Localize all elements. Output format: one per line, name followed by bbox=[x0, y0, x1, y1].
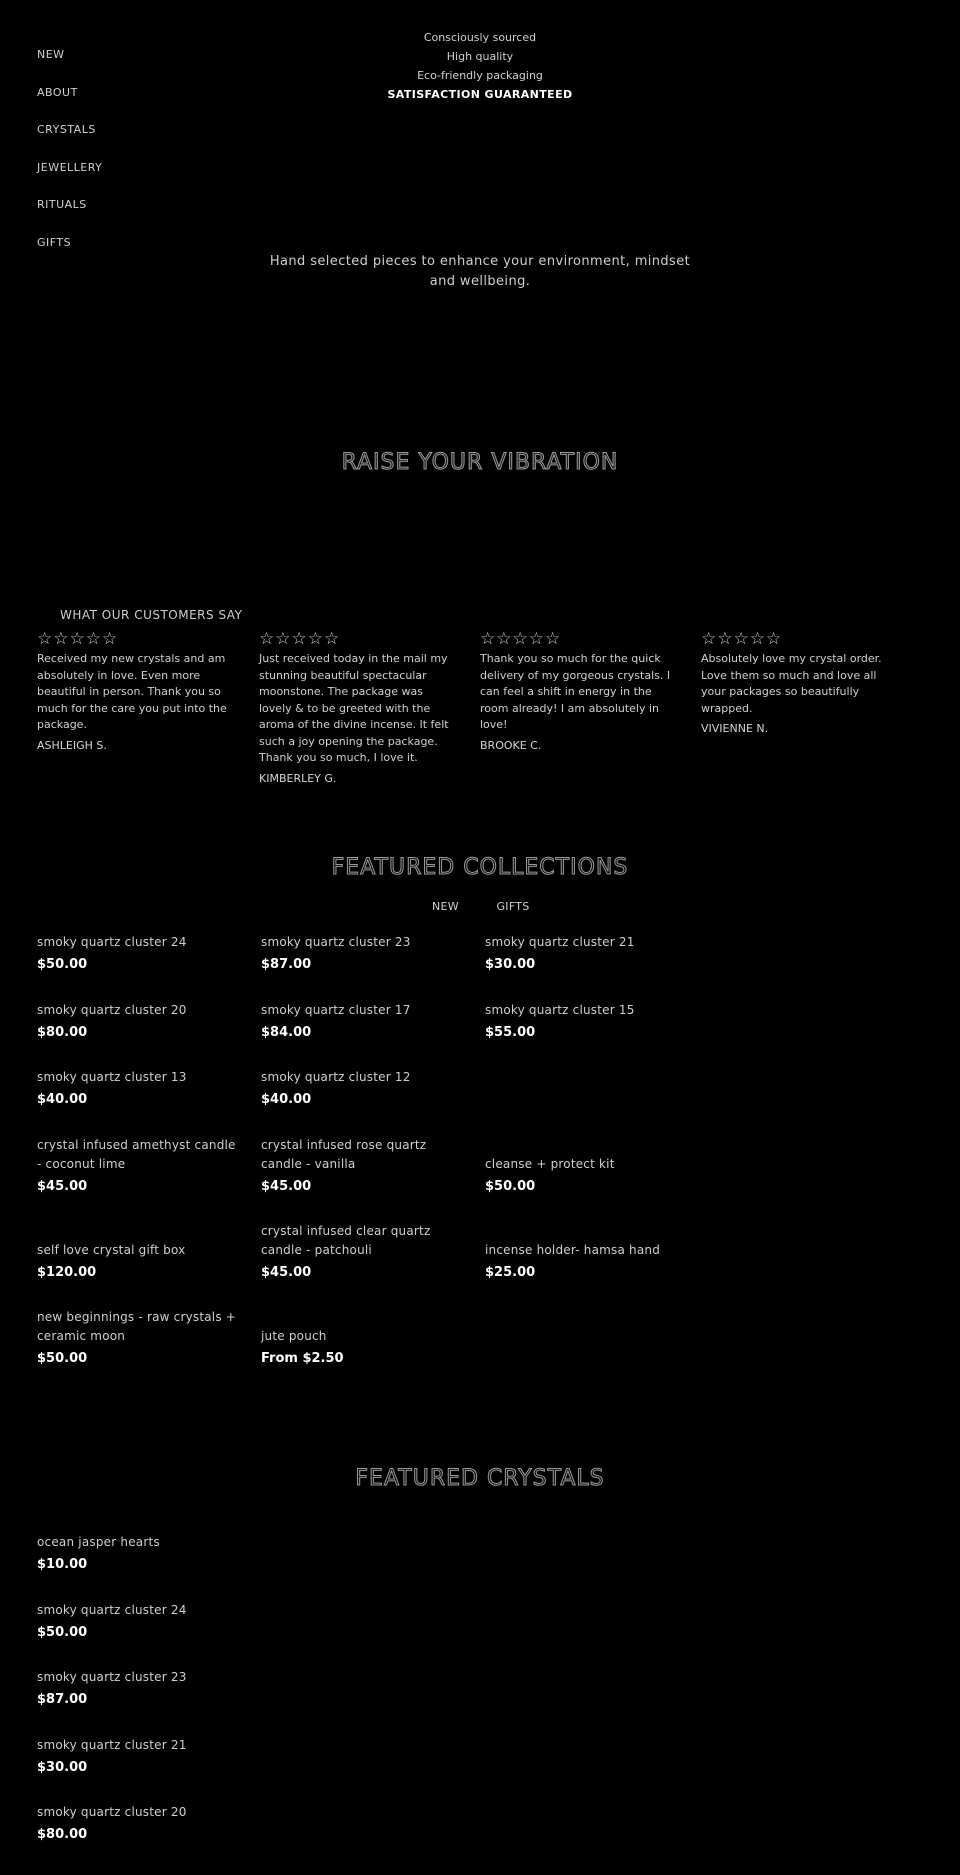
product-card[interactable] bbox=[37, 1241, 247, 1284]
product-card[interactable] bbox=[37, 1601, 247, 1644]
product-card[interactable] bbox=[261, 933, 471, 976]
product-price: $30.00 bbox=[485, 957, 536, 972]
product-card[interactable] bbox=[485, 1001, 695, 1044]
review-card bbox=[480, 629, 678, 754]
review-card bbox=[701, 629, 899, 738]
product-name[interactable]: self love crystal gift box bbox=[37, 1243, 186, 1257]
product-name[interactable]: new beginnings - raw crystals + ceramic moon bbox=[37, 1310, 237, 1343]
product-card[interactable] bbox=[485, 933, 695, 976]
announcement-guarantee: SATISFACTION GUARANTEED bbox=[387, 88, 573, 101]
crystals-title: FEATURED CRYSTALS bbox=[355, 1466, 605, 1491]
star-rating-icon: ☆☆☆☆☆ bbox=[259, 629, 341, 649]
product-price: $120.00 bbox=[37, 1265, 97, 1280]
product-name[interactable]: cleanse + protect kit bbox=[485, 1157, 615, 1171]
nav-item-jewellery[interactable]: JEWELLERY bbox=[37, 160, 103, 174]
tab-new[interactable]: NEW bbox=[432, 900, 459, 913]
product-name[interactable]: crystal infused clear quartz candle - patchouli bbox=[261, 1224, 431, 1257]
product-card[interactable] bbox=[37, 1308, 262, 1370]
review-author: KIMBERLEY G. bbox=[259, 771, 337, 785]
nav-item-gifts[interactable]: GIFTS bbox=[37, 235, 72, 249]
product-price: $87.00 bbox=[37, 1692, 88, 1707]
product-price: $84.00 bbox=[261, 1025, 312, 1040]
nav-item-crystals[interactable]: CRYSTALS bbox=[37, 123, 96, 136]
product-price: $10.00 bbox=[37, 1557, 88, 1572]
collections-title: FEATURED COLLECTIONS bbox=[331, 855, 629, 880]
product-price: $80.00 bbox=[37, 1827, 88, 1842]
product-name[interactable]: crystal infused amethyst candle - coconut lime bbox=[37, 1138, 236, 1171]
product-card[interactable] bbox=[37, 1668, 247, 1711]
review-author: VIVIENNE N. bbox=[701, 722, 769, 735]
review-card bbox=[259, 629, 457, 787]
reviews-heading: WHAT OUR CUSTOMERS SAY bbox=[60, 608, 243, 622]
product-name[interactable]: smoky quartz cluster 23 bbox=[261, 935, 411, 949]
product-name[interactable]: smoky quartz cluster 24 bbox=[37, 1603, 187, 1617]
collections-tabs bbox=[432, 900, 564, 913]
hero-title: RAISE YOUR VIBRATION bbox=[341, 450, 619, 475]
product-card[interactable] bbox=[37, 933, 247, 976]
product-name[interactable]: smoky quartz cluster 21 bbox=[485, 935, 635, 949]
product-price: $25.00 bbox=[485, 1265, 536, 1280]
product-card[interactable] bbox=[261, 1001, 471, 1044]
product-name[interactable]: smoky quartz cluster 12 bbox=[261, 1070, 411, 1084]
product-name[interactable]: smoky quartz cluster 20 bbox=[37, 1805, 187, 1819]
review-text: Received my new crystals and am absolutely in love. Even more beautiful in person. Thank you so much for the care you put into the package. bbox=[37, 652, 227, 731]
product-price: From $2.50 bbox=[261, 1351, 344, 1366]
product-price: $80.00 bbox=[37, 1025, 88, 1040]
product-card[interactable] bbox=[261, 1222, 466, 1284]
product-card[interactable] bbox=[37, 1136, 237, 1198]
review-author: ASHLEIGH S. bbox=[37, 738, 107, 752]
product-card[interactable] bbox=[261, 1136, 466, 1198]
review-text: Thank you so much for the quick delivery of my gorgeous crystals. I can feel a shift in energy in the room already! I am absolutely in love! bbox=[480, 652, 671, 731]
review-author: BROOKE C. bbox=[480, 738, 542, 752]
nav-item-new[interactable]: NEW bbox=[37, 48, 65, 61]
nav-item-rituals[interactable]: RITUALS bbox=[37, 198, 87, 211]
product-card[interactable] bbox=[261, 1068, 471, 1111]
product-name[interactable]: incense holder- hamsa hand bbox=[485, 1243, 661, 1257]
product-price: $40.00 bbox=[261, 1092, 312, 1107]
product-card[interactable] bbox=[37, 1736, 247, 1779]
star-rating-icon: ☆☆☆☆☆ bbox=[701, 629, 783, 649]
review-text: Absolutely love my crystal order. Love them so much and love all your packages so beautifully wrapped. bbox=[701, 652, 882, 715]
product-price: $45.00 bbox=[261, 1179, 312, 1194]
product-name[interactable]: smoky quartz cluster 21 bbox=[37, 1738, 187, 1752]
product-price: $45.00 bbox=[261, 1265, 312, 1280]
product-price: $50.00 bbox=[37, 957, 88, 972]
product-price: $30.00 bbox=[37, 1760, 88, 1775]
announcement-line-packaging: Eco-friendly packaging bbox=[417, 69, 543, 82]
product-name[interactable]: smoky quartz cluster 23 bbox=[37, 1670, 187, 1684]
star-rating-icon: ☆☆☆☆☆ bbox=[480, 629, 562, 649]
product-card[interactable] bbox=[37, 1803, 247, 1846]
product-card[interactable] bbox=[37, 1068, 247, 1111]
review-card bbox=[37, 629, 235, 754]
announcement-line-quality: High quality bbox=[446, 50, 514, 63]
product-card[interactable] bbox=[485, 1155, 695, 1198]
product-card[interactable] bbox=[261, 1327, 471, 1370]
announcement-bar bbox=[0, 28, 960, 104]
product-name[interactable]: ocean jasper hearts bbox=[37, 1535, 160, 1549]
product-price: $87.00 bbox=[261, 957, 312, 972]
product-price: $40.00 bbox=[37, 1092, 88, 1107]
product-name[interactable]: jute pouch bbox=[261, 1329, 327, 1343]
nav-item-about[interactable]: ABOUT bbox=[37, 85, 78, 99]
product-price: $50.00 bbox=[37, 1351, 88, 1366]
announcement-line-sourced: Consciously sourced bbox=[423, 31, 537, 44]
tab-gifts[interactable]: GIFTS bbox=[496, 900, 530, 913]
product-name[interactable]: crystal infused rose quartz candle - vanilla bbox=[261, 1138, 427, 1171]
product-name[interactable]: smoky quartz cluster 24 bbox=[37, 935, 187, 949]
product-price: $45.00 bbox=[37, 1179, 88, 1194]
product-card[interactable] bbox=[37, 1533, 247, 1576]
product-price: $50.00 bbox=[37, 1625, 88, 1640]
product-card[interactable] bbox=[37, 1001, 247, 1044]
product-card[interactable] bbox=[485, 1241, 715, 1284]
product-name[interactable]: smoky quartz cluster 20 bbox=[37, 1003, 187, 1017]
product-price: $50.00 bbox=[485, 1179, 536, 1194]
product-name[interactable]: smoky quartz cluster 13 bbox=[37, 1070, 187, 1084]
product-name[interactable]: smoky quartz cluster 17 bbox=[261, 1003, 411, 1017]
star-rating-icon: ☆☆☆☆☆ bbox=[37, 629, 119, 649]
review-text: Just received today in the mail my stunning beautiful spectacular moonstone. The package was lovely & to be greeted with the aroma of the divine incense. It felt such a joy opening the package. Thank you so much, I love it. bbox=[259, 652, 449, 764]
tagline: Hand selected pieces to enhance your environment, mindset and wellbeing. bbox=[269, 254, 691, 289]
product-price: $55.00 bbox=[485, 1025, 536, 1040]
product-name[interactable]: smoky quartz cluster 15 bbox=[485, 1003, 635, 1017]
